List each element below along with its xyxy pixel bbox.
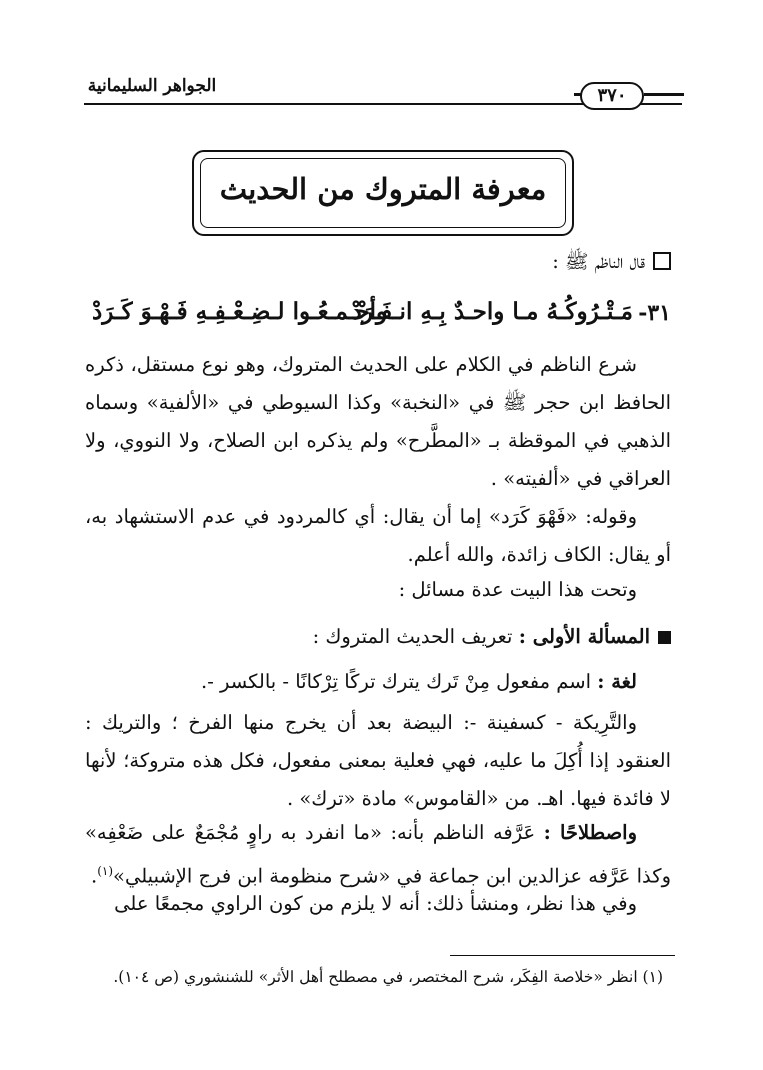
paragraph-term: واصطلاحًا : عَرَّفه الناظم بأنه: «ما انفرد به راوٍ مُجْمَعٌ على ضَعْفِه» وكذا عَرَّفه عزالدين ابن جماعة في «شرح منظومة ابن فرج الإشبيلي»$^{(١)}$. [85,821,671,888]
term-label: واصطلاحًا : [543,821,637,844]
intro-text: قال الناظم ﷺ : [552,250,645,273]
footnote-ref: (١) [97,864,114,878]
hollow-square-bullet-icon [653,252,671,270]
chapter-title: معرفة المتروك من الحديث [219,172,547,206]
paragraph-masail: وتحت هذا البيت عدة مسائل : [398,578,637,601]
chapter-title-frame [192,150,574,236]
verse-second-half: وأجْـمـعُـوا لـضِـعْـفِـهِ فَـهْـوَ كَـرَدْ [92,298,388,325]
issue-heading [313,625,671,648]
verse-number: ٣١- [638,300,671,326]
filled-square-bullet-icon [658,631,671,644]
footnote: (١) انظر «خلاصة الفِكَر، شرح المختصر، في مصطلح أهل الأثر» للشنشوري (ص ١٠٤). [113,968,663,986]
issue-label: المسألة الأولى : [518,625,650,648]
paragraph-intro: شرع الناظم في الكلام على الحديث المتروك، وهو نوع مستقل، ذكره الحافظ ابن حجر ﷺ في «النخبة» وكذا السيوطي في «الألفية» وسماه الذهبي في الموقظة بـ «المطَّرح» ولم يذكره ابن الصلاح، ولا النووي، ولا العراقي في «ألفيته» . [85,353,671,490]
lang-text: اسم مفعول مِنْ تَرك يترك تركًا تِرْكانًا - بالكسر -. [201,670,591,693]
running-title: الجواهر السليمانية [87,76,217,96]
paragraph-qawluhu: وقوله: «فَهْوَ كَرَد» إما أن يقال: أي كالمردود في عدم الاستشهاد به، أو يقال: الكاف زائدة، والله أعلم. [85,505,671,566]
paragraph-tarika: والتَّرِيكة - كسفينة -: البيضة بعد أن يخرج منها الفرخ ؛ والتريك : العنقود إذا أُكِلَ ما عليه، فهي فعلية بمعنى مفعول، فكل هذه متروكة؛ لأنها لا فائدة فيها. اهـ. من «القاموس» مادة «ترك» . [85,711,671,810]
verse-first-half: مَـتْـرُوكُـهُ مـا واحـدٌ بِـهِ انـفَـرَدْ [351,298,633,325]
term-text: عَرَّفه الناظم بأنه: «ما انفرد به راوٍ مُجْمَعٌ على ضَعْفِه» وكذا عَرَّفه عزالدين ابن جماعة في «شرح منظومة ابن فرج الإشبيلي» [85,821,671,888]
page-number-badge [574,82,684,110]
page-number-dash-right [644,93,684,96]
intro-line [552,250,671,278]
issue-text: تعريف الحديث المتروك : [312,625,513,648]
footnote-rule [450,955,675,956]
lang-label: لغة : [597,670,637,693]
page-number: ٣٧٠ [580,82,644,110]
lang-definition [201,670,637,693]
paragraph-last: وفي هذا نظر، ومنشأ ذلك: أنه لا يلزم من كون الراوي مجمعًا على [114,892,637,915]
